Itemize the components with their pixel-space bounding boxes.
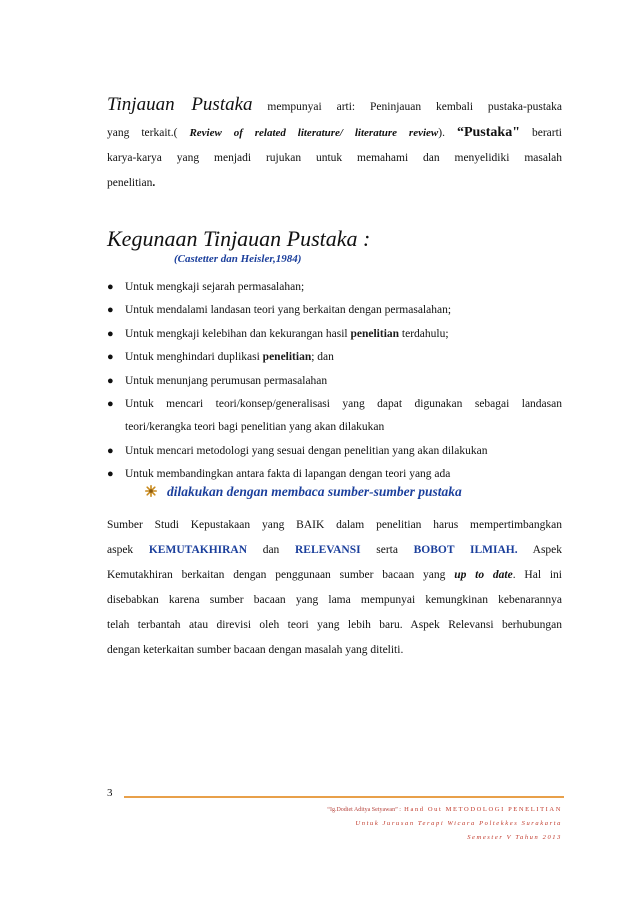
emphasis-line: [145, 484, 462, 500]
intro-text-3: ).: [438, 127, 457, 139]
list-item-highlight: penelitian: [350, 327, 400, 340]
intro-term: Tinjauan Pustaka: [107, 94, 253, 115]
intro-line-4b: .: [152, 177, 156, 189]
keyword-relevansi: RELEVANSI: [294, 544, 361, 556]
bullet-dot-icon: ●: [107, 374, 114, 387]
sources-line-5: telah terbantah atau direvisi oleh teori yang lebih baru. Aspek Relevansi berhubungan: [107, 619, 562, 631]
list-item: [107, 346, 562, 369]
bullet-dot-icon: ●: [107, 327, 114, 340]
bullet-dot-icon: ●: [107, 304, 114, 317]
list-item-text-end: ; dan: [311, 351, 334, 364]
intro-text-2: yang terkait.(: [107, 127, 190, 139]
star-icon: [145, 485, 157, 497]
sources-line-2: [107, 538, 562, 563]
list-item-text: Untuk menunjang perumusan permasalahan: [125, 374, 328, 387]
section-citation: (Castetter dan Heisler,1984): [174, 253, 302, 265]
page-number: 3: [107, 787, 113, 799]
sources-text: Kemutakhiran berkaitan dengan penggunaan sumber bacaan yang: [107, 569, 455, 581]
list-item-text: Untuk mencari metodologi yang sesuai dengan penelitian yang akan dilakukan: [125, 444, 488, 457]
footer-author: “Ig.Dodiet Aditya Setyawan” :: [327, 807, 401, 813]
emphasis-text: dilakukan dengan membaca sumber-sumber pustaka: [167, 484, 462, 499]
footer-line-2: Untuk Jurusan Terapi Wicara Poltekkes Surakarta: [355, 820, 562, 827]
list-item-line-2: teori/kerangka teori bagi penelitian yang akan dilakukan: [125, 421, 385, 434]
sources-line-3: [107, 563, 562, 588]
list-item: [107, 299, 562, 322]
intro-line-4a: penelitian: [107, 177, 153, 189]
intro-line-4: [107, 171, 562, 196]
list-item: [107, 440, 562, 463]
bullet-list: [107, 276, 562, 487]
intro-english-term: Review of related literature/ literature review: [189, 127, 439, 139]
intro-quote: “Pustaka": [456, 125, 520, 140]
intro-line-2: [107, 120, 562, 146]
sources-line-1: Sumber Studi Kepustakaan yang BAIK dalam penelitian harus mempertimbangkan: [107, 519, 562, 531]
sources-text: dan: [247, 544, 295, 556]
keyword-kemutakhiran: KEMUTAKHIRAN: [148, 544, 248, 556]
footer-line-1: [162, 803, 562, 817]
bullet-dot-icon: ●: [107, 444, 114, 457]
footer-title: Hand Out METODOLOGI PENELITIAN: [404, 806, 562, 813]
sources-text: Aspek: [517, 544, 563, 556]
list-item-text: Untuk mendalami landasan teori yang berkaitan dengan permasalahan;: [125, 304, 452, 317]
intro-text-1: mempunyai arti: Peninjauan kembali pustaka-pustaka: [252, 101, 562, 113]
sources-line-6: dengan keterkaitan sumber bacaan dengan masalah yang diteliti.: [107, 644, 404, 656]
list-item: [107, 393, 562, 440]
intro-line-3: karya-karya yang menjadi rujukan untuk memahami dan menyelidiki masalah: [107, 152, 562, 164]
sources-text: . Hal ini: [512, 569, 562, 581]
list-item: [107, 276, 562, 299]
intro-paragraph: [107, 92, 562, 196]
list-item-text: Untuk membandingkan antara fakta di lapangan dengan teori yang ada: [125, 468, 451, 481]
keyword-up-to-date: up to date: [454, 569, 513, 581]
keyword-bobot-ilmiah: BOBOT ILMIAH.: [413, 544, 518, 556]
list-item: [107, 370, 562, 393]
list-item: [107, 323, 562, 346]
list-item-highlight: penelitian: [262, 351, 312, 364]
intro-line-1: [107, 92, 562, 120]
list-item-text: Untuk menghindari duplikasi: [125, 351, 263, 364]
footer-divider: [124, 796, 564, 798]
sources-paragraph: [107, 513, 562, 663]
bullet-dot-icon: ●: [107, 281, 114, 293]
sources-text: aspek: [107, 544, 149, 556]
list-item-text: Untuk mengkaji kelebihan dan kekurangan hasil: [125, 327, 351, 340]
footer-line-3: Semester V Tahun 2013: [467, 834, 562, 841]
sources-text: serta: [360, 544, 414, 556]
list-item-text-end: terdahulu;: [399, 327, 449, 340]
page-footer: [162, 803, 562, 845]
intro-text-4: berarti: [519, 127, 562, 139]
list-item-line-1: Untuk mencari teori/konsep/generalisasi yang dapat digunakan sebagai landasan: [125, 398, 562, 411]
sources-line-4: disebabkan karena sumber bacaan yang lama mempunyai kemungkinan kebenarannya: [107, 594, 562, 606]
bullet-dot-icon: ●: [107, 468, 114, 481]
list-item-text: [125, 393, 562, 440]
section-heading: Kegunaan Tinjauan Pustaka :: [107, 226, 371, 251]
bullet-dot-icon: ●: [107, 398, 114, 411]
bullet-dot-icon: ●: [107, 351, 114, 364]
list-item-text: Untuk mengkaji sejarah permasalahan;: [125, 281, 305, 293]
